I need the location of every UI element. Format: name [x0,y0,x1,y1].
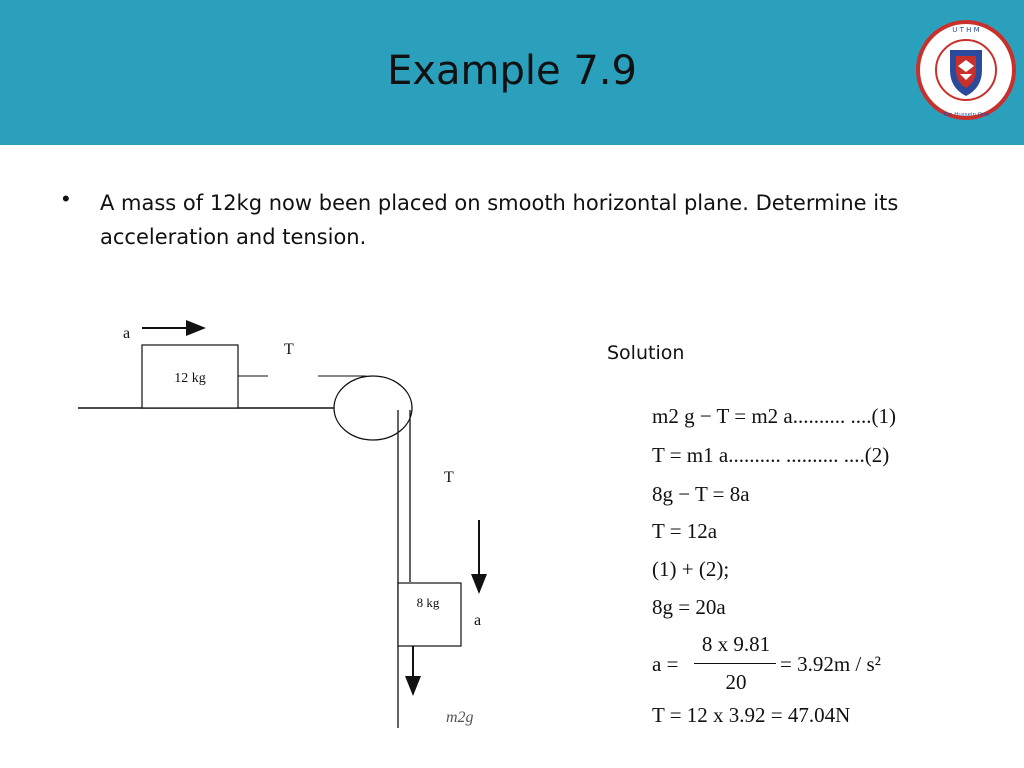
tension-label-top: T [284,341,294,358]
equation-1: m2 g − T = m2 a.......... ....(1) [652,404,896,428]
fraction-bar [694,663,776,664]
acceleration-label-right: a [474,612,482,629]
slide-header [0,0,1024,145]
equation-7-lhs: a = [652,652,679,676]
bullet-text: A mass of 12kg now been placed on smooth horizontal plane. Determine its acceleration and tension. [100,191,899,249]
pulley-diagram [70,310,590,740]
weight-label: m2g [446,709,474,726]
block-12kg-label: 12 kg [174,371,206,386]
equation-7-rhs: = 3.92m / s² [780,652,881,676]
equation-8: T = 12 x 3.92 = 47.04N [652,703,851,727]
equation-2: T = m1 a.......... .......... ....(2) [652,443,890,467]
uthm-logo [914,18,1018,122]
equation-7 [652,632,952,696]
equation-7-denominator: 20 [725,670,747,694]
pulley-wheel [334,376,412,440]
equation-4: T = 12a [652,519,718,543]
block-8kg [398,583,461,646]
block-8kg-label: 8 kg [416,595,440,610]
slide-title: Example 7.9 [387,48,637,94]
bullet-marker: • [62,186,70,211]
solution-label: Solution [607,342,685,364]
svg-text:Tun Hussein Onn: Tun Hussein Onn [942,112,990,118]
equation-7-numerator: 8 x 9.81 [701,632,771,656]
tension-label-right: T [444,469,454,486]
acceleration-label-top: a [123,325,131,342]
svg-text:U T H M: U T H M [952,26,980,34]
equation-5: (1) + (2); [652,557,730,581]
equation-3: 8g − T = 8a [652,482,750,506]
equation-6: 8g = 20a [652,595,726,619]
